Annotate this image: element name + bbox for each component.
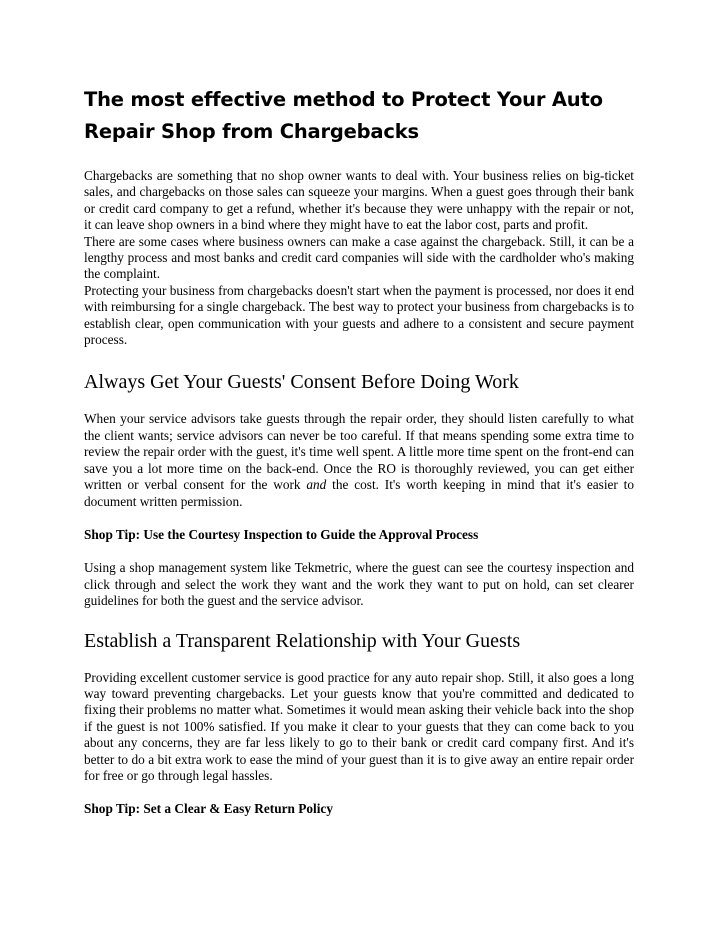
consent-paragraph [84, 411, 634, 509]
shop-tip-heading-1: Shop Tip: Use the Courtesy Inspection to Guide the Approval Process [84, 526, 479, 542]
consent-text-italic: and [306, 477, 327, 493]
intro-paragraph-3: Protecting your business from chargebacks doesn't start when the payment is processed, nor does it end with reimbursing for a single chargeback. The best way to protect your business from chargebacks is to establish clear, open communication with your guests and adhere to a consistent and secure payment process. [84, 282, 634, 348]
document-title: The most effective method to Protect Your Auto Repair Shop from Chargebacks [84, 88, 603, 143]
intro-paragraph-1: Chargebacks are something that no shop owner wants to deal with. Your business relies on big-ticket sales, and chargebacks on those sales can squeeze your margins. When a guest goes through their bank or credit card company to get a refund, whether it's because they were unhappy with the repair or not, it can leave shop owners in a bind where they might have to eat the labor cost, parts and profit. [84, 168, 634, 233]
consent-text-before: When your service advisors take guests through the repair order, they should listen carefully to what the client wants; service advisors can never be too careful. If that means spending some extra time to review the repair order with the guest, it's time well spent. A little more time spent on the front-end can save you a lot more time on the back-end. Once the RO is thoroughly reviewed, you can get either written or verbal consent for the work [84, 411, 634, 493]
section-heading-transparent: Establish a Transparent Relationship with Your Guests [84, 629, 521, 652]
shop-tip-paragraph-1: Using a shop management system like Tekmetric, where the guest can see the courtesy inspection and click through and select the work they want and the work they want to put on hold, can set clearer guidelines for both the guest and the service advisor. [84, 560, 634, 609]
intro-paragraph-2: There are some cases where business owners can make a case against the chargeback. Still, it can be a lengthy process and most banks and credit card companies will side with the cardholder who's making the complaint. [84, 233, 634, 282]
section-heading-consent: Always Get Your Guests' Consent Before Doing Work [84, 371, 519, 394]
shop-tip-heading-2: Shop Tip: Set a Clear & Easy Return Policy [84, 801, 333, 817]
transparent-paragraph: Providing excellent customer service is good practice for any auto repair shop. Still, it also goes a long way toward preventing chargebacks. Let your guests know that you're committed and dedicated to fixing their problems no matter what. Sometimes it would mean asking their vehicle back into the shop if the guest is not 100% satisfied. If you make it clear to your guests that they can come back to you about any concerns, they are far less likely to go to their bank or credit card company first. And it's better to do a bit extra work to ease the mind of your guest than it is to give away an entire repair order for free or go through legal hassles. [84, 669, 634, 783]
consent-text-after: the cost. It's worth keeping in mind that it's easier to document written permission. [84, 477, 635, 509]
document-page [84, 84, 634, 818]
